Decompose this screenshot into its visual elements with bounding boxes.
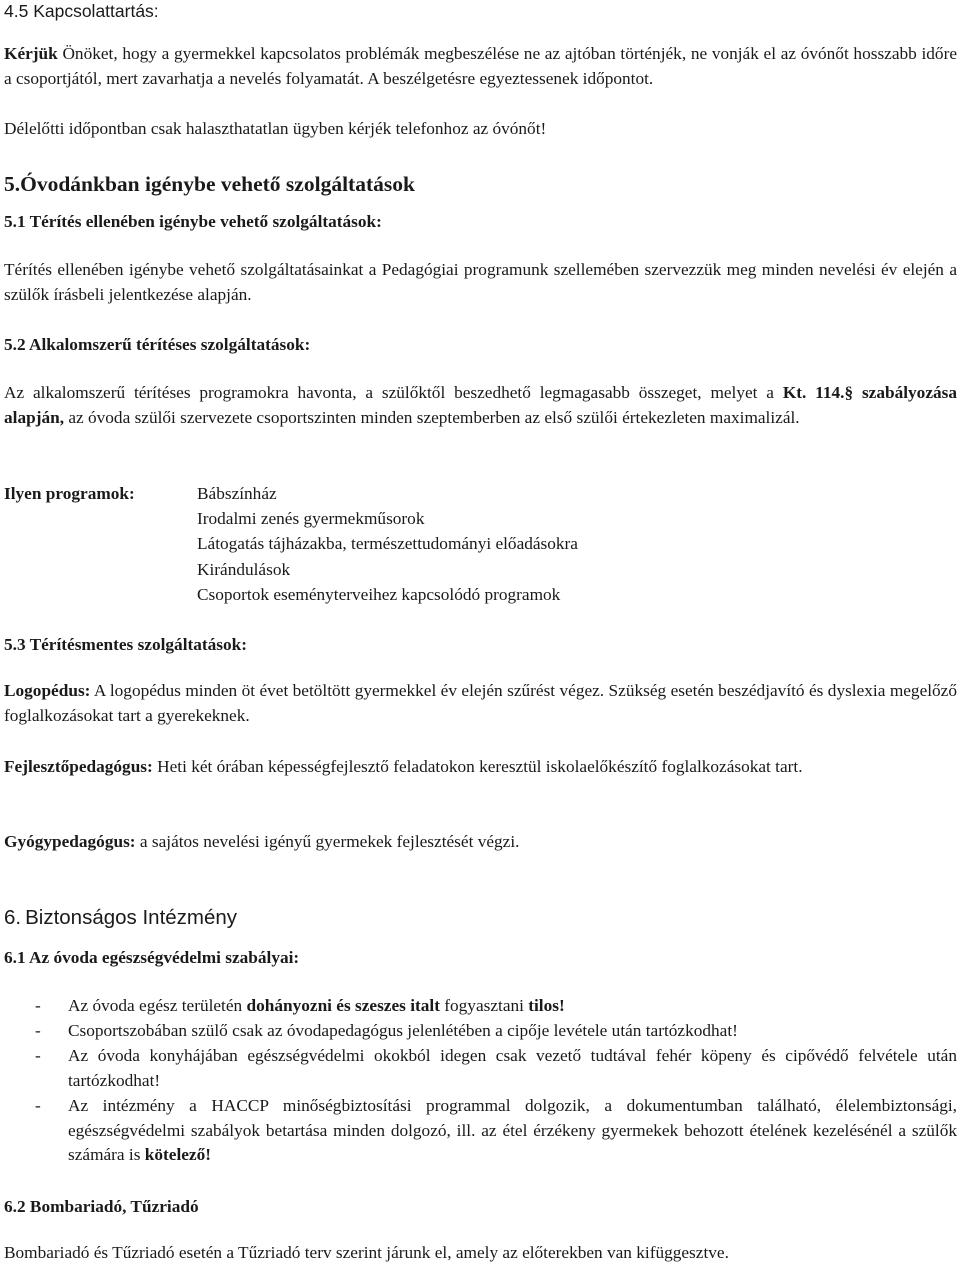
smoking-bold: dohányozni és szeszes italt: [246, 996, 440, 1015]
program-item: Bábszínház: [197, 484, 277, 503]
regulation-bold: Kt. 114.§ szabályozása alapján,: [4, 383, 957, 427]
section-6-title: Biztonságos Intézmény: [25, 906, 238, 929]
section-4-5-paragraph-2: Délelőtti időpontban csak halaszthatatlan ügyben kérjék telefonhoz az óvónőt!: [4, 119, 547, 138]
fejlesztopedagogus-label: Fejlesztőpedagógus:: [4, 757, 153, 776]
section-5-1-text: Térítés ellenében igénybe vehető szolgáltatásainkat a Pedagógiai programunk szellemében szervezzük meg minden nevelési év elején a szülők írásbeli jelentkezése alapján.: [4, 260, 957, 304]
program-item: Csoportok eseményterveihez kapcsolódó programok: [197, 584, 561, 604]
bullet-dash: -: [35, 996, 41, 1015]
paragraph-text: Önöket, hogy a gyermekkel kapcsolatos problémák megbeszélése ne az ajtóban történjék, ne vonják el az óvónőt hosszabb időre a csoportjától, mert zavarhatja a nevelés folyamatát. A beszélgetésre egyeztessenek időpontot.: [4, 44, 957, 88]
mandatory-bold: kötelező!: [144, 1145, 211, 1165]
kerjuk-bold: Kérjük: [4, 44, 58, 63]
program-item: Kirándulások: [197, 559, 291, 579]
logopedus-paragraph: [4, 679, 957, 728]
text-part: Az óvoda egész területén: [68, 996, 247, 1015]
text-part: fogyasztani: [439, 996, 529, 1015]
logopedus-label: Logopédus:: [4, 681, 91, 700]
fejlesztopedagogus-paragraph: [4, 755, 957, 780]
text-part: Az intézmény a HACCP minőségbiztosítási programmal dolgozik, a dokumentumban található, élelembiztonsági, egészségvédelmi szabályok betartása minden dolgozó, ill. az étel érzékeny gyermekek behozott ételének kezelésénél a szülők számára is: [68, 1096, 957, 1165]
rule-item-4: [68, 1094, 957, 1168]
rule-item-3: Az óvoda konyhájában egészségvédelmi okokból idegen csak vezető tudtával fehér köpeny és cipővédő felvétele után tartózkodhat!: [68, 1046, 957, 1090]
section-6-1-heading: 6.1 Az óvoda egészségvédelmi szabályai:: [4, 948, 300, 967]
programs-list: [197, 482, 578, 608]
section-6-2-text: Bombariadó és Tűzriadó esetén a Tűzriadó terv szerint járunk el, amely az előterekben van kifüggesztve.: [4, 1243, 729, 1262]
program-item: Látogatás tájházakba, természettudományi előadásokra: [197, 534, 578, 554]
program-item: Irodalmi zenés gyermekműsorok: [197, 509, 425, 529]
section-5-heading: 5.Óvodánkban igénybe vehető szolgáltatások: [4, 172, 415, 196]
rule-item-1: [68, 994, 957, 1019]
bullet-dash: -: [35, 1096, 41, 1115]
section-5-3-heading: 5.3 Térítésmentes szolgáltatások:: [4, 635, 248, 654]
section-6-2-heading: 6.2 Bombariadó, Tűzriadó: [4, 1197, 199, 1216]
section-4-5-paragraph: [4, 42, 957, 91]
section-4-5-heading: 4.5 Kapcsolattartás:: [4, 1, 159, 21]
text-part: Az alkalomszerű térítéses programokra havonta, a szülőktől beszedhető legmagasabb összeget, melyet a: [4, 383, 783, 402]
section-5-2-text: [4, 381, 957, 430]
section-5-2-heading: 5.2 Alkalomszerű térítéses szolgáltatások:: [4, 335, 311, 354]
fejlesztopedagogus-text: Heti két órában képességfejlesztő feladatokon keresztül iskolaelőkészítő foglalkozásokat tart.: [152, 757, 803, 776]
gyogypedagogus-label: Gyógypedagógus:: [4, 832, 136, 851]
text-part: az óvoda szülői szervezete csoportszinten minden szeptemberben az első szülői értekezleten maximalizál.: [64, 407, 800, 427]
section-5-1-heading: 5.1 Térítés ellenében igénybe vehető szolgáltatások:: [4, 212, 382, 231]
gyogypedagogus-text: a sajátos nevelési igényű gyermekek fejlesztését végzi.: [135, 832, 520, 851]
rule-item-2: Csoportszobában szülő csak az óvodapedagógus jelenlétében a cipője levétele után tartózkodhat!: [68, 1021, 738, 1040]
bullet-dash: -: [35, 1046, 41, 1065]
bullet-dash: -: [35, 1021, 41, 1040]
section-6-heading: [4, 906, 957, 931]
logopedus-text: A logopédus minden öt évet betöltött gyermekkel év elején szűrést végez. Szükség esetén beszédjavító és dyslexia megelőző foglalkozásokat tart a gyerekeknek.: [4, 681, 957, 725]
programs-label: Ilyen programok:: [4, 484, 135, 503]
gyogypedagogus-paragraph: [4, 830, 957, 855]
section-6-number: 6.: [4, 906, 22, 929]
forbidden-bold: tilos!: [528, 996, 565, 1015]
